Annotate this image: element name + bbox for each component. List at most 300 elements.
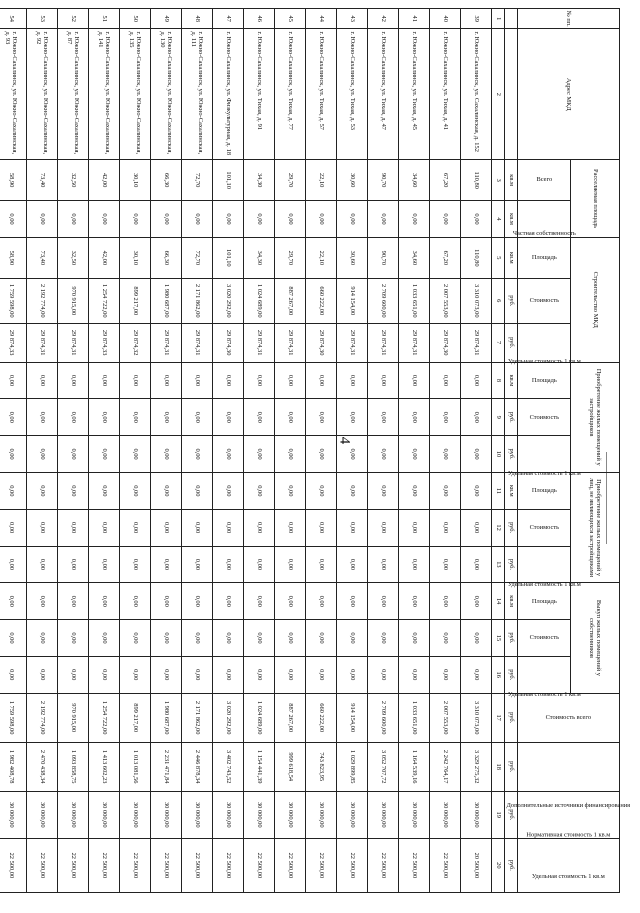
table-cell: 73,40: [27, 160, 58, 201]
unit-cell: кв.м: [505, 237, 518, 278]
table-row: [0, 9, 27, 893]
table-row: [27, 9, 58, 893]
table-cell: 0,00: [151, 362, 182, 399]
table-cell: 0,00: [244, 583, 275, 620]
table-cell: 0,00: [306, 201, 337, 238]
table-cell: 73,40: [27, 237, 58, 278]
table-cell: 0,00: [89, 436, 120, 473]
table-cell: 914 154,00: [337, 278, 368, 323]
unit-cell: [505, 9, 518, 29]
table-cell: 0,00: [27, 472, 58, 509]
table-cell: 90,70: [368, 160, 399, 201]
table-cell: 1 413 602,23: [89, 742, 120, 791]
table-cell: 2 242 764,17: [430, 742, 461, 791]
table-cell: 0,00: [337, 362, 368, 399]
table-cell: 29 874,33: [0, 323, 27, 362]
row-number: 44: [306, 9, 337, 29]
col-address-header: Адрес МКД: [518, 29, 620, 160]
table-cell: 0,00: [244, 509, 275, 546]
table-cell: 30 000,00: [0, 791, 27, 838]
buyout-area-header: Площадь: [518, 583, 571, 620]
table-cell: 2 709 600,00: [368, 278, 399, 323]
table-cell: 2 231 471,84: [151, 742, 182, 791]
table-cell: 30 000,00: [244, 791, 275, 838]
table-cell: 0,00: [461, 436, 492, 473]
table-cell: 22 500,00: [0, 838, 27, 892]
table-cell: 1 024 689,00: [244, 693, 275, 742]
table-cell: 0,00: [461, 399, 492, 436]
table-cell: 0,00: [89, 201, 120, 238]
table-cell: 970 915,00: [58, 278, 89, 323]
row-number: 49: [151, 9, 182, 29]
table-cell: 0,00: [151, 583, 182, 620]
table-cell: 1 759 598,00: [0, 693, 27, 742]
table-cell: 0,00: [58, 436, 89, 473]
table-cell: 22 500,00: [182, 838, 213, 892]
column-number-cell: 3: [492, 160, 505, 201]
table-cell: 0,00: [213, 656, 244, 693]
purchase-dev-area-header: Площадь: [518, 362, 571, 399]
table-cell: 0,00: [399, 583, 430, 620]
table-cell: 34,60: [399, 237, 430, 278]
purchase-dev-cost-header: Стоимость: [518, 399, 571, 436]
column-number-cell: 13: [492, 546, 505, 583]
table-cell: 1 164 539,16: [399, 742, 430, 791]
table-cell: 29 874,31: [58, 323, 89, 362]
table-cell: 0,00: [27, 436, 58, 473]
construction-unit-cost-header: Удельная стоимость 1 кв.м: [518, 323, 571, 362]
row-number: 42: [368, 9, 399, 29]
table-cell: 29 874,31: [461, 323, 492, 362]
table-row: [213, 9, 244, 893]
column-number-cell: 17: [492, 693, 505, 742]
table-cell: 0,00: [58, 620, 89, 657]
table-cell: 0,00: [244, 436, 275, 473]
table-cell: 101,10: [213, 160, 244, 201]
column-number-cell: 11: [492, 472, 505, 509]
row-address: г. Южно-Сахалинск, ул. Сахалинская, д. 152: [461, 29, 492, 160]
table-cell: 3 310 073,00: [461, 278, 492, 323]
table-cell: 970 915,00: [58, 693, 89, 742]
table-cell: 0,00: [27, 546, 58, 583]
column-number-cell: 5: [492, 237, 505, 278]
table-cell: 0,00: [275, 620, 306, 657]
unit-cell: руб.: [505, 838, 518, 892]
table-cell: 660 222,00: [306, 693, 337, 742]
area-private-header: Частная собственность: [518, 201, 571, 238]
table-cell: 0,00: [120, 472, 151, 509]
unit-cell: руб.: [505, 509, 518, 546]
row-number: 47: [213, 9, 244, 29]
table-row: [182, 9, 213, 893]
table-cell: 0,00: [461, 472, 492, 509]
table-cell: 0,00: [0, 546, 27, 583]
table-cell: 58,90: [0, 160, 27, 201]
table-cell: 22,10: [306, 160, 337, 201]
row-number: 46: [244, 9, 275, 29]
table-cell: 3 329 275,32: [461, 742, 492, 791]
column-number-cell: 6: [492, 278, 505, 323]
table-cell: 0,00: [306, 620, 337, 657]
table-cell: 1 982 408,78: [0, 742, 27, 791]
column-number-cell: 19: [492, 791, 505, 838]
table-cell: 30 000,00: [399, 791, 430, 838]
table-cell: 0,00: [275, 399, 306, 436]
row-number: 48: [182, 9, 213, 29]
table-cell: 0,00: [244, 656, 275, 693]
table-cell: 42,00: [89, 237, 120, 278]
table-cell: 0,00: [151, 436, 182, 473]
table-row: [244, 9, 275, 893]
table-cell: 0,00: [461, 620, 492, 657]
table-cell: 0,00: [151, 201, 182, 238]
table-cell: 0,00: [306, 436, 337, 473]
table-cell: 0,00: [306, 472, 337, 509]
table-cell: 0,00: [430, 201, 461, 238]
table-cell: 0,00: [27, 201, 58, 238]
table-cell: 0,00: [0, 656, 27, 693]
table-cell: 743 823,95: [306, 742, 337, 791]
table-cell: 30 000,00: [58, 791, 89, 838]
table-cell: 0,00: [182, 362, 213, 399]
table-cell: 29 874,31: [244, 323, 275, 362]
row-number: 53: [27, 9, 58, 29]
table-cell: 2 446 878,34: [182, 742, 213, 791]
row-address: г. Южно-Сахалинск, ул. Тихая, д. 57: [306, 29, 337, 160]
table-cell: 0,00: [151, 656, 182, 693]
table-cell: 0,00: [368, 656, 399, 693]
table-cell: 66,30: [151, 237, 182, 278]
table-cell: 1 980 687,00: [151, 278, 182, 323]
table-cell: 0,00: [306, 546, 337, 583]
table-cell: 30,60: [337, 237, 368, 278]
table-cell: 3 020 292,00: [213, 693, 244, 742]
column-number-cell: 7: [492, 323, 505, 362]
table-cell: 1 759 598,00: [0, 278, 27, 323]
row-address: г. Южно-Сахалинск, ул. Тихая, д. 77: [275, 29, 306, 160]
table-cell: 0,00: [368, 620, 399, 657]
row-address: г. Южно-Сахалинск, ул. Тихая, д. 53: [337, 29, 368, 160]
table-cell: 0,00: [337, 201, 368, 238]
table-row: [306, 9, 337, 893]
table-cell: 0,00: [399, 399, 430, 436]
table-cell: 914 154,00: [337, 693, 368, 742]
table-cell: 58,90: [0, 237, 27, 278]
table-cell: 1 980 687,00: [151, 693, 182, 742]
table-cell: 30,60: [337, 160, 368, 201]
table-cell: 32,50: [58, 160, 89, 201]
table-cell: 0,00: [244, 546, 275, 583]
construction-cost-header: Стоимость: [518, 278, 571, 323]
table-cell: 0,00: [58, 472, 89, 509]
table-cell: 0,00: [461, 583, 492, 620]
table-cell: 0,00: [120, 546, 151, 583]
table-cell: 29 874,32: [120, 323, 151, 362]
column-number-cell: 8: [492, 362, 505, 399]
unit-cell: руб.: [505, 278, 518, 323]
row-number: 41: [399, 9, 430, 29]
table-cell: 29 874,30: [213, 323, 244, 362]
table-cell: 0,00: [89, 399, 120, 436]
table-cell: 29,70: [275, 237, 306, 278]
table-cell: 0,00: [368, 583, 399, 620]
unit-cell: руб.: [505, 742, 518, 791]
table-cell: 0,00: [430, 472, 461, 509]
table-cell: 22 500,00: [275, 838, 306, 892]
table-cell: 0,00: [120, 509, 151, 546]
table-cell: 22 500,00: [89, 838, 120, 892]
table-cell: 22 500,00: [58, 838, 89, 892]
table-cell: 0,00: [58, 362, 89, 399]
table-cell: 0,00: [213, 201, 244, 238]
table-cell: 0,00: [89, 583, 120, 620]
table-cell: 0,00: [337, 509, 368, 546]
table-cell: 1 254 722,00: [89, 278, 120, 323]
table-cell: 30 000,00: [89, 791, 120, 838]
table-cell: 0,00: [430, 546, 461, 583]
purchase-nondev-unit-cost-header: Удельная стоимость 1 кв.м: [518, 546, 571, 583]
table-cell: 30 000,00: [337, 791, 368, 838]
table-cell: 0,00: [244, 399, 275, 436]
page-number: 4: [336, 436, 353, 445]
table-cell: 0,00: [27, 583, 58, 620]
table-cell: 0,00: [120, 362, 151, 399]
purchase-dev-header: Приобретение жилых помещений у застройщиков: [571, 362, 620, 472]
table-cell: 2 171 862,00: [182, 693, 213, 742]
table-cell: 0,00: [368, 399, 399, 436]
table-cell: 0,00: [120, 436, 151, 473]
table-cell: 0,00: [430, 656, 461, 693]
table-cell: 1 093 858,75: [58, 742, 89, 791]
row-number: 50: [120, 9, 151, 29]
row-address: г. Южно-Сахалинск, ул. Южно-Сахалинская, д. 93: [0, 29, 27, 160]
table-cell: 30,10: [120, 237, 151, 278]
table-cell: 29 874,31: [182, 323, 213, 362]
row-address: г. Южно-Сахалинск, ул. Физкультурная, д. 18: [213, 29, 244, 160]
row-address: г. Южно-Сахалинск, ул. Тихая, д. 91: [244, 29, 275, 160]
table-cell: 0,00: [0, 201, 27, 238]
table-cell: 0,00: [213, 546, 244, 583]
row-number: 52: [58, 9, 89, 29]
table-row: [461, 9, 492, 893]
table-cell: 0,00: [213, 620, 244, 657]
table-cell: 72,70: [182, 237, 213, 278]
table-cell: 2 192 774,00: [27, 693, 58, 742]
unit-cell: руб.: [505, 436, 518, 473]
table-cell: 0,00: [151, 509, 182, 546]
table-cell: 67,20: [430, 160, 461, 201]
table-cell: 30 000,00: [430, 791, 461, 838]
table-cell: 0,00: [337, 472, 368, 509]
table-cell: 42,00: [89, 160, 120, 201]
table-cell: 0,00: [182, 399, 213, 436]
table-cell: 22 500,00: [213, 838, 244, 892]
table-cell: 0,00: [306, 362, 337, 399]
construction-area-header: Площадь: [518, 237, 571, 278]
table-cell: 0,00: [0, 509, 27, 546]
rotated-page: [4, 8, 631, 893]
unit-cell: руб.: [505, 323, 518, 362]
table-cell: 0,00: [58, 656, 89, 693]
table-cell: 0,00: [306, 656, 337, 693]
table-cell: 0,00: [461, 201, 492, 238]
table-cell: 0,00: [58, 509, 89, 546]
units-row: [505, 9, 518, 893]
table-cell: 0,00: [213, 472, 244, 509]
table-cell: 0,00: [0, 399, 27, 436]
table-cell: 32,50: [58, 237, 89, 278]
table-cell: 90,70: [368, 237, 399, 278]
table-cell: 0,00: [399, 509, 430, 546]
column-number-cell: 10: [492, 436, 505, 473]
purchase-nondev-area-header: Площадь: [518, 472, 571, 509]
column-number-cell: 2: [492, 29, 505, 160]
table-cell: 30 000,00: [306, 791, 337, 838]
table-cell: 0,00: [213, 583, 244, 620]
table-cell: 0,00: [368, 201, 399, 238]
table-cell: 30 000,00: [213, 791, 244, 838]
table-cell: 34,30: [244, 160, 275, 201]
norm-cost-header: Нормативная стоимость 1 кв.м: [518, 791, 620, 838]
purchase-dev-unit-cost-header: Удельная стоимость 1 кв.м: [518, 436, 571, 473]
table-cell: 0,00: [213, 436, 244, 473]
table-cell: 66,30: [151, 160, 182, 201]
table-cell: 0,00: [461, 656, 492, 693]
max-cost-header: Удельная стоимость 1 кв.м: [518, 838, 620, 892]
table-cell: 0,00: [430, 399, 461, 436]
table-cell: 0,00: [89, 546, 120, 583]
table-row: [275, 9, 306, 893]
unit-cell: руб.: [505, 620, 518, 657]
table-cell: 0,00: [399, 620, 430, 657]
row-address: г. Южно-Сахалинск, ул. Южно-Сахалинская, д. 111: [182, 29, 213, 160]
table-row: [89, 9, 120, 893]
table-cell: 1 154 441,39: [244, 742, 275, 791]
table-cell: 22 500,00: [120, 838, 151, 892]
table-cell: 30 000,00: [151, 791, 182, 838]
table-cell: 3 402 743,52: [213, 742, 244, 791]
table-cell: 0,00: [399, 362, 430, 399]
table-cell: 0,00: [337, 399, 368, 436]
table-cell: 29 874,30: [306, 323, 337, 362]
table-cell: 0,00: [182, 620, 213, 657]
table-cell: 0,00: [244, 620, 275, 657]
row-address: г. Южно-Сахалинск, ул. Тихая, д. 45: [399, 29, 430, 160]
table-cell: 0,00: [182, 509, 213, 546]
table-cell: 0,00: [275, 656, 306, 693]
table-cell: 29,70: [275, 160, 306, 201]
unit-cell: кв.м: [505, 472, 518, 509]
unit-cell: кв.м: [505, 201, 518, 238]
table-cell: 0,00: [120, 201, 151, 238]
table-cell: 0,00: [275, 362, 306, 399]
table-cell: 22 500,00: [244, 838, 275, 892]
table-cell: 3 020 292,00: [213, 278, 244, 323]
table-cell: 101,10: [213, 237, 244, 278]
table-cell: 0,00: [58, 201, 89, 238]
table-cell: 22 500,00: [306, 838, 337, 892]
table-cell: 0,00: [399, 472, 430, 509]
buyout-unit-cost-header: Удельная стоимость 1 кв.м: [518, 656, 571, 693]
table-cell: 1 024 689,00: [244, 278, 275, 323]
table-cell: 0,00: [182, 436, 213, 473]
table-cell: 0,00: [275, 546, 306, 583]
table-cell: 0,00: [430, 620, 461, 657]
table-cell: 0,00: [151, 620, 182, 657]
row-number: 51: [89, 9, 120, 29]
table-cell: 0,00: [244, 362, 275, 399]
total-cost-header: Стоимость всего: [518, 693, 620, 742]
row-number: 40: [430, 9, 461, 29]
table-cell: 1 029 899,85: [337, 742, 368, 791]
table-cell: 0,00: [399, 436, 430, 473]
table-cell: 29 874,31: [27, 323, 58, 362]
unit-cell: кв.м: [505, 160, 518, 201]
table-cell: 29 874,31: [399, 323, 430, 362]
table-cell: 0,00: [275, 509, 306, 546]
table-cell: 0,00: [0, 436, 27, 473]
table-cell: 22 500,00: [27, 838, 58, 892]
table-cell: 0,00: [120, 656, 151, 693]
table-cell: 30 000,00: [275, 791, 306, 838]
unit-cell: руб.: [505, 546, 518, 583]
unit-cell: кв.м: [505, 362, 518, 399]
table-cell: 3 310 073,00: [461, 693, 492, 742]
column-number-cell: 4: [492, 201, 505, 238]
table-cell: 0,00: [275, 436, 306, 473]
col-num-header: № пп.: [518, 9, 620, 29]
column-number-cell: 16: [492, 656, 505, 693]
table-cell: 30 000,00: [461, 791, 492, 838]
table-cell: 0,00: [399, 656, 430, 693]
table-cell: 887 267,00: [275, 278, 306, 323]
table-cell: 29 874,31: [151, 323, 182, 362]
column-number-cell: 18: [492, 742, 505, 791]
table-row: [120, 9, 151, 893]
column-number-cell: 12: [492, 509, 505, 546]
table-cell: 3 052 707,72: [368, 742, 399, 791]
table-cell: 0,00: [430, 509, 461, 546]
table-row: [430, 9, 461, 893]
table-cell: 29 874,31: [337, 323, 368, 362]
row-address: г. Южно-Сахалинск, ул. Южно-Сахалинская, д. 135: [120, 29, 151, 160]
table-cell: 0,00: [430, 362, 461, 399]
table-cell: 0,00: [430, 583, 461, 620]
table-cell: 0,00: [368, 509, 399, 546]
table-cell: 110,80: [461, 160, 492, 201]
table-cell: 1 254 722,00: [89, 693, 120, 742]
table-cell: 0,00: [182, 546, 213, 583]
table-cell: 0,00: [151, 399, 182, 436]
table-cell: 0,00: [306, 509, 337, 546]
table-cell: 660 222,00: [306, 278, 337, 323]
table-cell: 0,00: [27, 509, 58, 546]
table-cell: 22 500,00: [399, 838, 430, 892]
unit-cell: кв.м: [505, 583, 518, 620]
table-cell: 0,00: [337, 620, 368, 657]
table-cell: 2 007 553,00: [430, 278, 461, 323]
table-cell: 0,00: [89, 620, 120, 657]
column-number-cell: 20: [492, 838, 505, 892]
buyout-cost-header: Стоимость: [518, 620, 571, 657]
row-address: г. Южно-Сахалинск, ул. Южно-Сахалинская, д. 141: [89, 29, 120, 160]
row-number: 45: [275, 9, 306, 29]
table-cell: 0,00: [213, 509, 244, 546]
table-cell: 29 874,31: [368, 323, 399, 362]
table-cell: 0,00: [27, 656, 58, 693]
table-cell: 0,00: [461, 362, 492, 399]
purchase-nondev-header: Приобретение жилых помещений у лиц, не являющихся застройщиками: [571, 472, 620, 582]
